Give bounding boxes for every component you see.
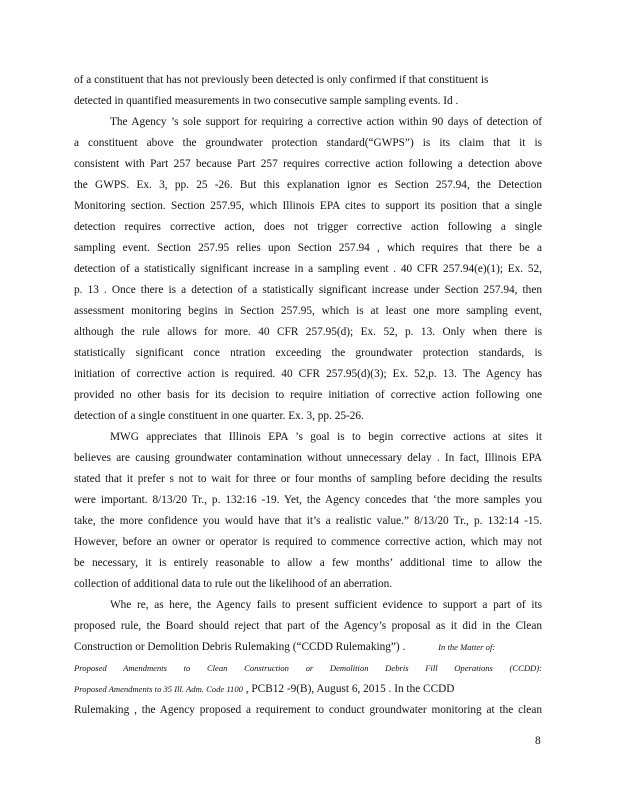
text-line: be necessary, it is entirely reasonable to allow a few months’ additional time to allow the <box>74 557 542 569</box>
text-line-citation-start <box>74 639 542 655</box>
text-line: assessment monitoring begins in Section 257.95, which is at least one more sampling event, <box>74 305 542 317</box>
text-line: take, the more confidence you would have that it’s a realistic value.” 8/13/20 Tr., p. 132:14 -15. <box>74 515 542 527</box>
citation-rulemaking-name: Construction or Demolition Debris Rulemaking (“CCDD Rulemaking”) . <box>74 641 406 653</box>
text-line: initiation of corrective action is required. 40 CFR 257.95(d)(3); Ex. 52,p. 13. The Agency has <box>74 368 542 380</box>
text-line: consistent with Part 257 because Part 257 requires corrective action following a detection above <box>74 158 542 170</box>
text-line: Rulemaking , the Agency proposed a requirement to conduct groundwater monitoring at the clean <box>74 704 542 716</box>
text-line: were important. 8/13/20 Tr., p. 132:16 -19. Yet, the Agency concedes that ‘the more samples you <box>74 494 542 506</box>
citation-italic-in-the-matter: In the Matter of: <box>438 642 496 652</box>
citation-tail: , PCB12 -9(B), August 6, 2015 . In the CCDD <box>245 683 455 695</box>
text-line: MWG appreciates that Illinois EPA ’s goal is to begin corrective actions at sites it <box>110 431 542 443</box>
text-line: of a constituent that has not previously been detected is only confirmed if that constituent is <box>74 74 489 86</box>
text-line: collection of additional data to rule out the likelihood of an aberration. <box>74 578 393 590</box>
text-line: sampling event. Section 257.95 relies upon Section 257.94 , which requires that there be a <box>74 242 542 254</box>
text-line: p. 13 . Once there is a detection of a statistically significant increase under Section 257.94, then <box>74 284 542 296</box>
text-line: believes are causing groundwater contamination without unnecessary delay . In fact, Illinois EPA <box>74 452 542 464</box>
page-number: 8 <box>535 735 541 747</box>
text-line: However, before an owner or operator is required to commence corrective action, which may not <box>74 536 542 548</box>
text-line: detection of a single constituent in one quarter. Ex. 3, pp. 25-26. <box>74 410 364 422</box>
text-line: statistically significant conce ntration exceeding the groundwater protection standards, is <box>74 347 542 359</box>
text-line: Whe re, as here, the Agency fails to present sufficient evidence to support a part of its <box>110 599 542 611</box>
text-line: stated that it prefer s not to wait for three or four months of sampling before deciding the results <box>74 473 542 485</box>
text-line-citation-end <box>74 681 542 697</box>
text-line: the GWPS. Ex. 3, pp. 25 -26. But this explanation ignor es Section 257.94, the Detection <box>74 179 542 191</box>
text-line: detection of a statistically significant increase in a sampling event . 40 CFR 257.94(e)(1); Ex. 52, <box>74 263 542 275</box>
citation-italic-code: Proposed Amendments to 35 Ill. Adm. Code 1100 <box>74 684 243 694</box>
text-line: detection requires corrective action, does not trigger corrective action following a single <box>74 221 542 233</box>
text-line-italic: Proposed Amendments to Clean Construction or Demolition Debris Fill Operations (CCDD): <box>74 663 542 673</box>
text-line: a constituent above the groundwater protection standard(“GWPS”) is its claim that it is <box>74 137 542 149</box>
text-line: The Agency ’s sole support for requiring a corrective action within 90 days of detection of <box>110 116 542 128</box>
text-line: proposed rule, the Board should reject that part of the Agency’s proposal as it did in the Clean <box>74 620 542 632</box>
text-line: detected in quantified measurements in two consecutive sample sampling events. Id . <box>74 95 459 107</box>
text-line: although the rule allows for more. 40 CFR 257.95(d); Ex. 52, p. 13. Only when there is <box>74 326 542 338</box>
text-line: provided no other basis for its decision to require initiation of corrective action following one <box>74 389 542 401</box>
text-line: Monitoring section. Section 257.95, which Illinois EPA cites to support its position that a single <box>74 200 542 212</box>
